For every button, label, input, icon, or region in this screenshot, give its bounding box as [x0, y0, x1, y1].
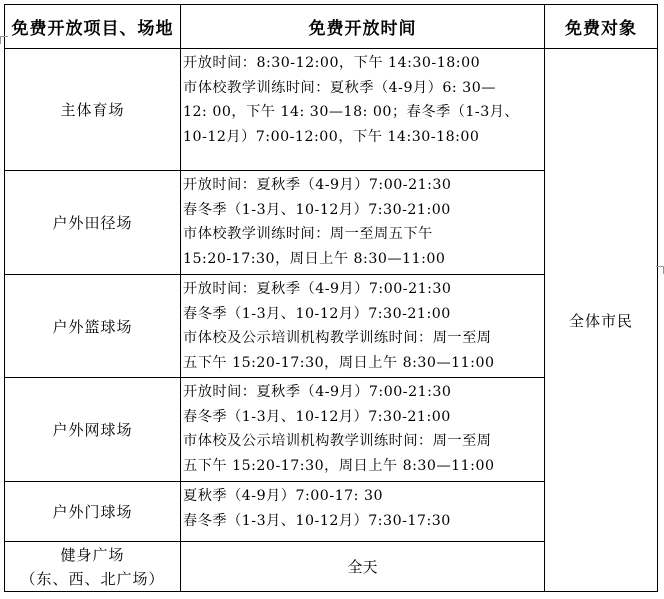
- time-line: 五下午 15:20-17:30，周日上午 8:30—11:00: [183, 354, 495, 371]
- time-cell: [181, 49, 545, 171]
- time-line: 市体校教学训练时间：周一至周五下午: [183, 226, 433, 242]
- time-line: 10-12月）7:00-12:00，下午 14:30-18:00: [183, 128, 480, 145]
- time-line: 市体校及公示培训机构教学训练时间：周一至周: [183, 433, 492, 449]
- time-cell: [181, 482, 545, 542]
- time-cell: 全天: [181, 542, 545, 592]
- header-time: 免费开放时间: [181, 5, 545, 49]
- time-line: 开放时间：夏秋季（4-9月）7:00-21:30: [183, 281, 452, 297]
- venue-cell: 户外门球场: [5, 482, 181, 542]
- header-venue: 免费开放项目、场地: [5, 5, 181, 49]
- schedule-table: [4, 4, 658, 592]
- venue-cell: 户外篮球场: [5, 275, 181, 378]
- venue-cell: 户外田径场: [5, 171, 181, 275]
- time-line: 开放时间：8:30-12:00，下午 14:30-18:00: [183, 55, 481, 71]
- time-line: 夏秋季（4-9月）7:00-17: 30: [183, 488, 384, 504]
- time-line: 开放时间：夏秋季（4-9月）7:00-21:30: [183, 384, 452, 400]
- venue-line: 健身广场: [60, 545, 125, 564]
- time-line: 五下午 15:20-17:30，周日上午 8:30—11:00: [183, 457, 495, 474]
- time-line: 15:20-17:30，周日上午 8:30—11:00: [183, 250, 446, 267]
- time-line: 12: 00，下午 14: 30—18: 00；春冬季（1-3月、: [183, 104, 520, 120]
- time-line: 春冬季（1-3月、10-12月）7:30-21:00: [183, 305, 451, 322]
- venue-cell: [5, 542, 181, 592]
- target-cell: 全体市民: [545, 49, 658, 592]
- venue-cell: 户外网球场: [5, 378, 181, 482]
- corner-mark: [0, 36, 8, 44]
- time-cell: [181, 275, 545, 378]
- time-line: 市体校及公示培训机构教学训练时间：周一至周: [183, 330, 492, 346]
- time-line: 市体校教学训练时间：夏秋季（4-9月）6: 30—: [183, 79, 496, 96]
- time-line: 开放时间：夏秋季（4-9月）7:00-21:30: [183, 177, 452, 193]
- corner-mark: [656, 266, 664, 274]
- time-line: 春冬季（1-3月、10-12月）7:30-21:00: [183, 201, 451, 218]
- header-row: [5, 5, 658, 49]
- header-target: 免费对象: [545, 5, 658, 49]
- venue-cell: 主体育场: [5, 49, 181, 171]
- time-cell: [181, 171, 545, 275]
- time-line: 春冬季（1-3月、10-12月）7:30-21:00: [183, 408, 451, 425]
- venue-line: （东、西、北广场）: [20, 569, 165, 588]
- time-line: 春冬季（1-3月、10-12月）7:30-17:30: [183, 512, 451, 529]
- table-row: [5, 49, 658, 171]
- time-cell: [181, 378, 545, 482]
